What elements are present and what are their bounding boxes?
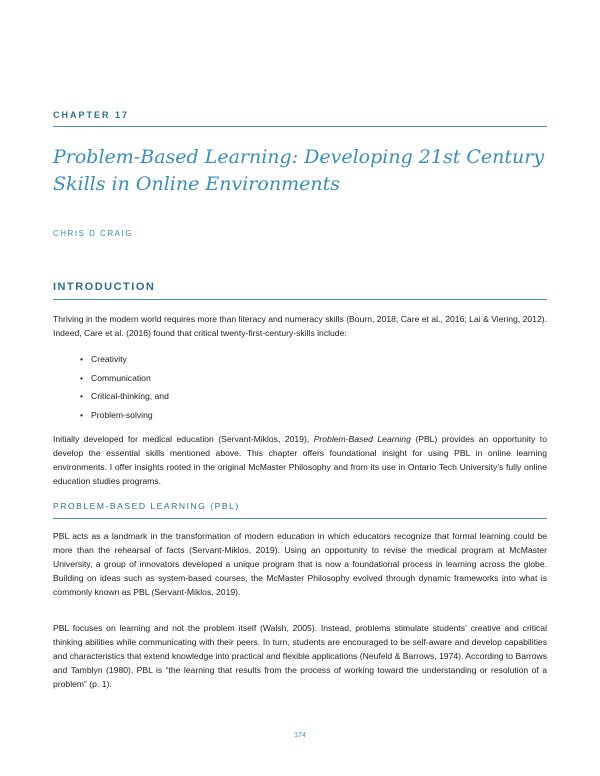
introduction-heading: INTRODUCTION — [53, 281, 156, 293]
pbl-heading: PROBLEM-BASED LEARNING (PBL) — [53, 501, 240, 511]
pbl-paragraph-1: PBL acts as a landmark in the transformation of modern education in which educators recognize that formal learning could be more than the rehearsal of facts (Servant-Miklos, 2019). Using an opportunity to revise the medical program at McMaster University, a group of innovators developed a unique program that is now a foundational process in learning across the globe. Building on ideas such as system-based courses, the McMaster Philosophy evolved through dynamic frameworks into what is commonly known as PBL (Servant-Miklos, 2019). — [53, 531, 547, 597]
list-item: • Problem-solving — [80, 408, 169, 427]
skills-list — [80, 352, 169, 426]
introduction-divider — [53, 299, 547, 300]
emphasis-text: Problem-Based Learning — [313, 434, 411, 444]
introduction-paragraph-1: Thriving in the modern world requires more than literacy and numeracy skills (Bourn, 2018; Care et al., 2016; Lai & Viering, 2012). Indeed, Care et al. (2016) found that critical twenty-first-century-skills include: — [53, 314, 547, 338]
pbl-divider — [53, 518, 547, 519]
chapter-label: CHAPTER 17 — [53, 110, 130, 120]
list-item: • Creativity — [80, 352, 169, 371]
list-item: • Critical-thinking, and — [80, 389, 169, 408]
author-name: CHRIS D CRAIG — [53, 229, 133, 238]
introduction-paragraph-2 — [53, 432, 547, 488]
pbl-paragraph-2: PBL focuses on learning and not the problem itself (Walsh, 2005). Instead, problems stimulate students' creative and critical thinking abilities while communicating with their peers. In turn, students are encouraged to be self-aware and develop capabilities and characteristics that extend knowledge into practical and flexible applications (Neufeld & Barrows, 1974). According to Barrows and Tamblyn (1980), PBL is “the learning that results from the process of working toward the understanding or resolution of a problem” (p. 1). — [53, 623, 547, 689]
list-item: • Communication — [80, 371, 169, 390]
paragraph-text: (PBL) provides an opportunity to develop the essential skills mentioned above. This chapter offers foundational insight for using PBL in online learning environments. I offer insights rooted in the original McMaster Philosophy and from its use in Ontario Tech University's fully online education studies programs. — [53, 434, 547, 486]
chapter-title: Problem-Based Learning: Developing 21st Century Skills in Online Environments — [53, 146, 545, 195]
page-number: 174 — [294, 732, 306, 739]
paragraph-text: Initially developed for medical education (Servant-Miklos, 2019), — [53, 434, 314, 444]
chapter-divider — [53, 126, 547, 127]
